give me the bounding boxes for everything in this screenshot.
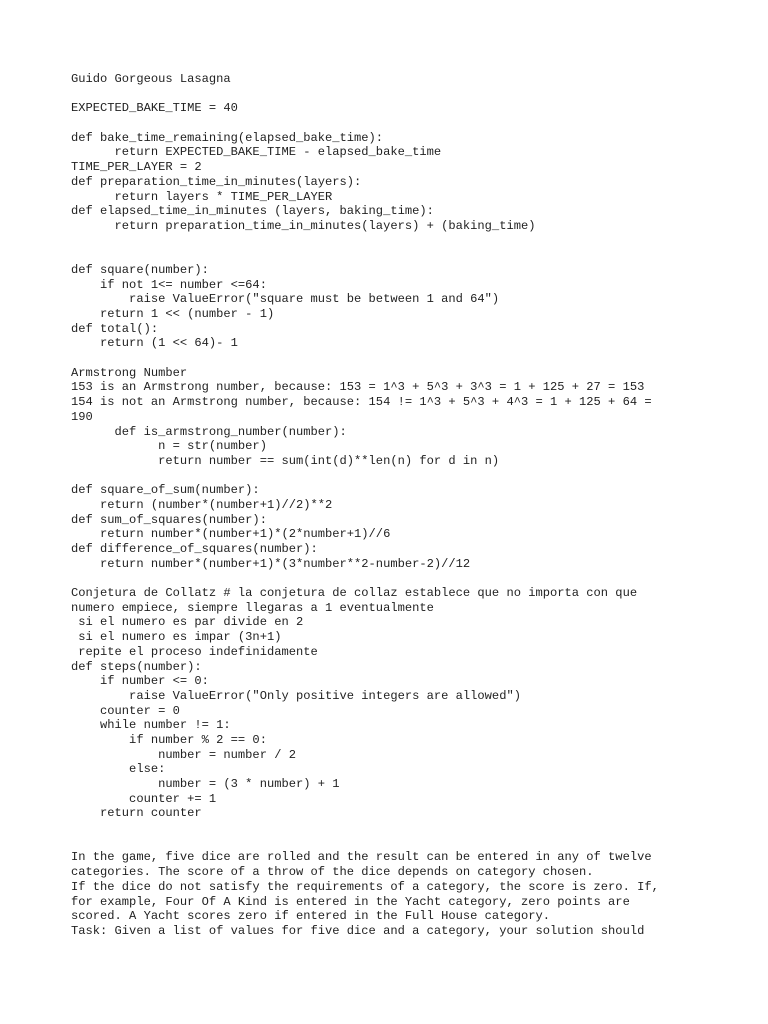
document-line	[71, 234, 761, 249]
document-line: scored. A Yacht scores zero if entered in the Full House category.	[71, 909, 550, 924]
document-text	[71, 72, 761, 939]
document-line	[71, 571, 761, 586]
document-line	[71, 821, 761, 836]
document-line: return layers * TIME_PER_LAYER	[71, 189, 333, 204]
document-line: for example, Four Of A Kind is entered in the Yacht category, zero points are	[71, 894, 630, 909]
document-line: return (number*(number+1)//2)**2	[71, 497, 333, 512]
document-line: def is_armstrong_number(number):	[71, 424, 347, 439]
document-line: EXPECTED_BAKE_TIME = 40	[71, 101, 238, 116]
document-line: return number == sum(int(d)**len(n) for d in n)	[71, 453, 500, 468]
document-line	[71, 87, 761, 102]
document-line: return number*(number+1)*(3*number**2-number-2)//12	[71, 556, 471, 571]
document-line: def square(number):	[71, 262, 209, 277]
document-line: def preparation_time_in_minutes(layers):	[71, 174, 362, 189]
document-line: def difference_of_squares(number):	[71, 542, 318, 556]
document-line: 154 is not an Armstrong number, because: 154 != 1^3 + 5^3 + 4^3 = 1 + 125 + 64 =	[71, 395, 652, 410]
document-line: categories. The score of a throw of the dice depends on category chosen.	[71, 865, 594, 880]
document-line: Conjetura de Collatz # la conjetura de collaz establece que no importa con que	[71, 586, 638, 601]
document-line: number = (3 * number) + 1	[71, 777, 340, 791]
document-line	[71, 248, 761, 263]
document-line: raise ValueError("Only positive integers are allowed")	[71, 688, 521, 703]
document-line: number = number / 2	[71, 747, 296, 762]
document-line: if not 1<= number <=64:	[71, 277, 267, 292]
document-line: def elapsed_time_in_minutes (layers, baking_time):	[71, 204, 434, 219]
document-line: In the game, five dice are rolled and the result can be entered in any of twelve	[71, 850, 652, 865]
document-line: If the dice do not satisfy the requirements of a category, the score is zero. If,	[71, 879, 659, 894]
document-line: n = str(number)	[71, 439, 267, 454]
document-line: 190	[71, 409, 93, 424]
document-line: si el numero es impar (3n+1)	[71, 630, 282, 645]
document-line: numero empiece, siempre llegaras a 1 eventualmente	[71, 600, 434, 615]
document-line: else:	[71, 762, 166, 777]
document-line: def square_of_sum(number):	[71, 483, 260, 498]
document-line: def total():	[71, 321, 159, 336]
document-line	[71, 351, 761, 366]
document-line: Task: Given a list of values for five dice and a category, your solution should	[71, 923, 645, 938]
document-line: raise ValueError("square must be between 1 and 64")	[71, 292, 500, 307]
document-line: repite el proceso indefinidamente	[71, 644, 318, 659]
document-line: return 1 << (number - 1)	[71, 307, 275, 321]
document-line: Armstrong Number	[71, 365, 188, 380]
document-line: while number != 1:	[71, 718, 231, 733]
document-line: Guido Gorgeous Lasagna	[71, 72, 231, 86]
document-line: TIME_PER_LAYER = 2	[71, 160, 202, 175]
document-line	[71, 116, 761, 131]
document-line: def bake_time_remaining(elapsed_bake_time):	[71, 130, 384, 145]
document-line: return preparation_time_in_minutes(layers) + (baking_time)	[71, 218, 536, 233]
document-line: if number <= 0:	[71, 674, 209, 689]
document-line: def sum_of_squares(number):	[71, 512, 267, 527]
document-line	[71, 836, 761, 851]
document-line: return EXPECTED_BAKE_TIME - elapsed_bake_time	[71, 145, 442, 160]
document-line: return counter	[71, 806, 202, 821]
document-line: return (1 << 64)- 1	[71, 336, 238, 351]
document-line: counter += 1	[71, 791, 217, 806]
document-line: counter = 0	[71, 703, 180, 718]
document-line: si el numero es par divide en 2	[71, 615, 304, 630]
document-line: if number % 2 == 0:	[71, 732, 267, 747]
document-line: 153 is an Armstrong number, because: 153 = 1^3 + 5^3 + 3^3 = 1 + 125 + 27 = 153	[71, 380, 645, 395]
document-line: def steps(number):	[71, 659, 202, 674]
document-line: return number*(number+1)*(2*number+1)//6	[71, 527, 391, 542]
document-line	[71, 469, 761, 484]
